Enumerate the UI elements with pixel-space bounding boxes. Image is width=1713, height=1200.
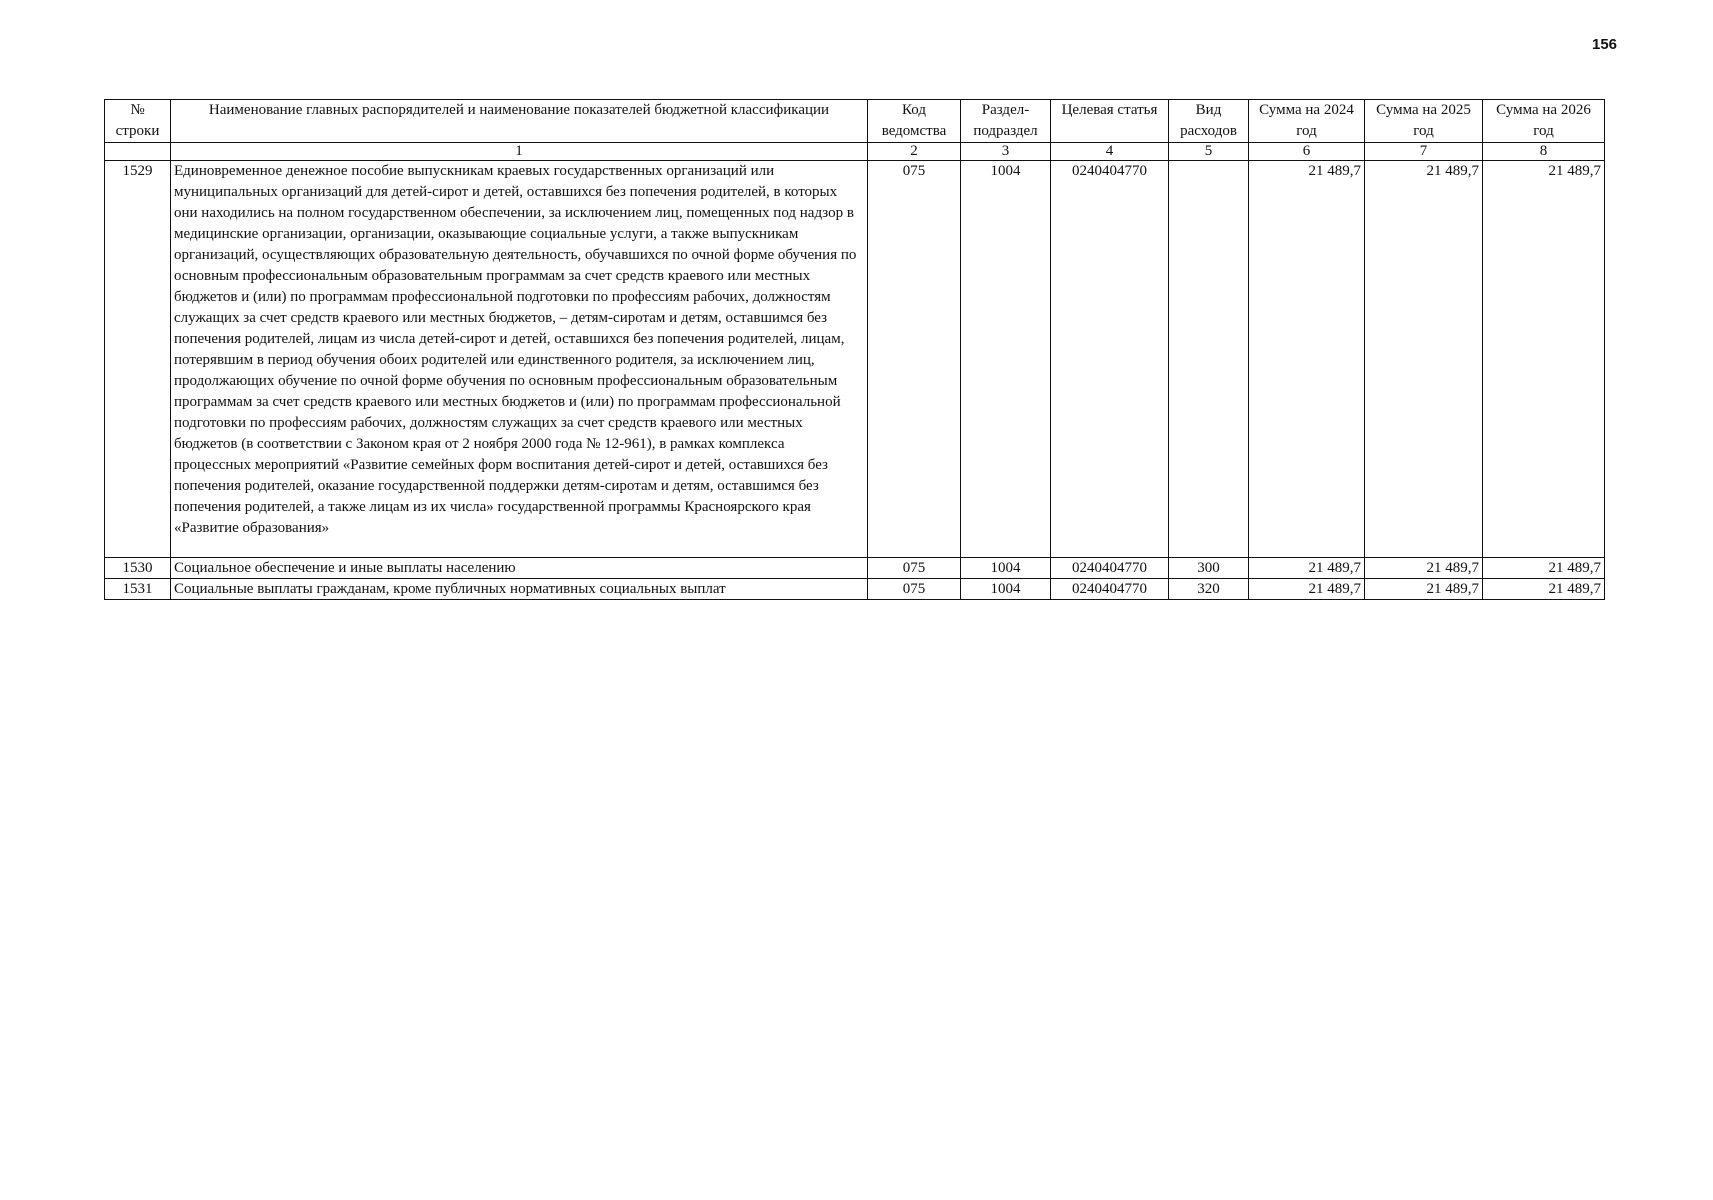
table-row <box>105 161 1605 558</box>
row-type: 300 <box>1169 558 1249 579</box>
row-name: Социальное обеспечение и иные выплаты населению <box>171 558 868 579</box>
row-sum-2026: 21 489,7 <box>1483 558 1605 579</box>
column-number: 4 <box>1051 143 1169 161</box>
row-sum-2024: 21 489,7 <box>1249 161 1365 558</box>
row-section: 1004 <box>961 579 1051 600</box>
row-code: 075 <box>868 579 961 600</box>
row-type: 320 <box>1169 579 1249 600</box>
row-name: Единовременное денежное пособие выпускникам краевых государственных организаций или муниципальных организаций для детей-сирот и детей, оставшихся без попечения родителей, в которых они находились на полном государственном обеспечении, за исключением лиц, помещенных под надзор в медицинские организации, организации, оказывающие социальные услуги, а также выпускникам организаций, осуществляющих образовательную деятельность, обучавшихся по очной форме обучения по основным профессиональным образовательным программам за счет средств краевого или местных бюджетов и (или) по программам профессиональной подготовки по профессиям рабочих, должностям служащих за счет средств краевого или местных бюджетов, – детям-сиротам и детям, оставшимся без попечения родителей, лицам из числа детей-сирот и детей, оставшихся без попечения родителей, лицам, потерявшим в период обучения обоих родителей или единственного родителя, за исключением лиц, продолжающих обучение по очной форме обучения по основным профессиональным образовательным программам за счет средств краевого или местных бюджетов и (или) по программам профессиональной подготовки по профессиям рабочих, должностям служащих за счет средств краевого или местных бюджетов (в соответствии с Законом края от 2 ноября 2000 года № 12-961), в рамках комплекса процессных мероприятий «Развитие семейных форм воспитания детей-сирот и детей, оставшихся без попечения родителей, оказание государственной поддержки детям-сиротам и детям, оставшимся без попечения родителей, а также лицам из их числа» государственной программы Красноярского края «Развитие образования» <box>171 161 868 558</box>
row-sum-2025: 21 489,7 <box>1365 579 1483 600</box>
header-sum-2025: Сумма на 2025 год <box>1365 100 1483 143</box>
row-section: 1004 <box>961 161 1051 558</box>
row-sum-2024: 21 489,7 <box>1249 579 1365 600</box>
row-code: 075 <box>868 558 961 579</box>
row-type <box>1169 161 1249 558</box>
header-name: Наименование главных распорядителей и наименование показателей бюджетной классификации <box>171 100 868 143</box>
column-number: 2 <box>868 143 961 161</box>
column-number: 1 <box>171 143 868 161</box>
row-sum-2025: 21 489,7 <box>1365 161 1483 558</box>
header-expense-type: Вид расходов <box>1169 100 1249 143</box>
row-section: 1004 <box>961 558 1051 579</box>
row-sum-2025: 21 489,7 <box>1365 558 1483 579</box>
header-row-no: № строки <box>105 100 171 143</box>
table-row <box>105 558 1605 579</box>
row-number: 1530 <box>105 558 171 579</box>
row-sum-2026: 21 489,7 <box>1483 579 1605 600</box>
row-name: Социальные выплаты гражданам, кроме публичных нормативных социальных выплат <box>171 579 868 600</box>
header-sum-2024: Сумма на 2024 год <box>1249 100 1365 143</box>
row-number: 1529 <box>105 161 171 558</box>
column-number: 3 <box>961 143 1051 161</box>
column-number: 5 <box>1169 143 1249 161</box>
table-row <box>105 579 1605 600</box>
column-number: 6 <box>1249 143 1365 161</box>
row-sum-2024: 21 489,7 <box>1249 558 1365 579</box>
budget-table <box>104 99 1605 600</box>
page-number: 156 <box>1592 36 1618 53</box>
row-target: 0240404770 <box>1051 558 1169 579</box>
header-sum-2026: Сумма на 2026 год <box>1483 100 1605 143</box>
header-code-department: Код ведомства <box>868 100 961 143</box>
header-target-article: Целевая статья <box>1051 100 1169 143</box>
table-header-row <box>105 100 1605 143</box>
column-number: 7 <box>1365 143 1483 161</box>
column-number-row <box>105 143 1605 161</box>
row-target: 0240404770 <box>1051 579 1169 600</box>
row-number: 1531 <box>105 579 171 600</box>
column-number: 8 <box>1483 143 1605 161</box>
header-section: Раздел-подраздел <box>961 100 1051 143</box>
column-number <box>105 143 171 161</box>
row-code: 075 <box>868 161 961 558</box>
row-sum-2026: 21 489,7 <box>1483 161 1605 558</box>
row-target: 0240404770 <box>1051 161 1169 558</box>
